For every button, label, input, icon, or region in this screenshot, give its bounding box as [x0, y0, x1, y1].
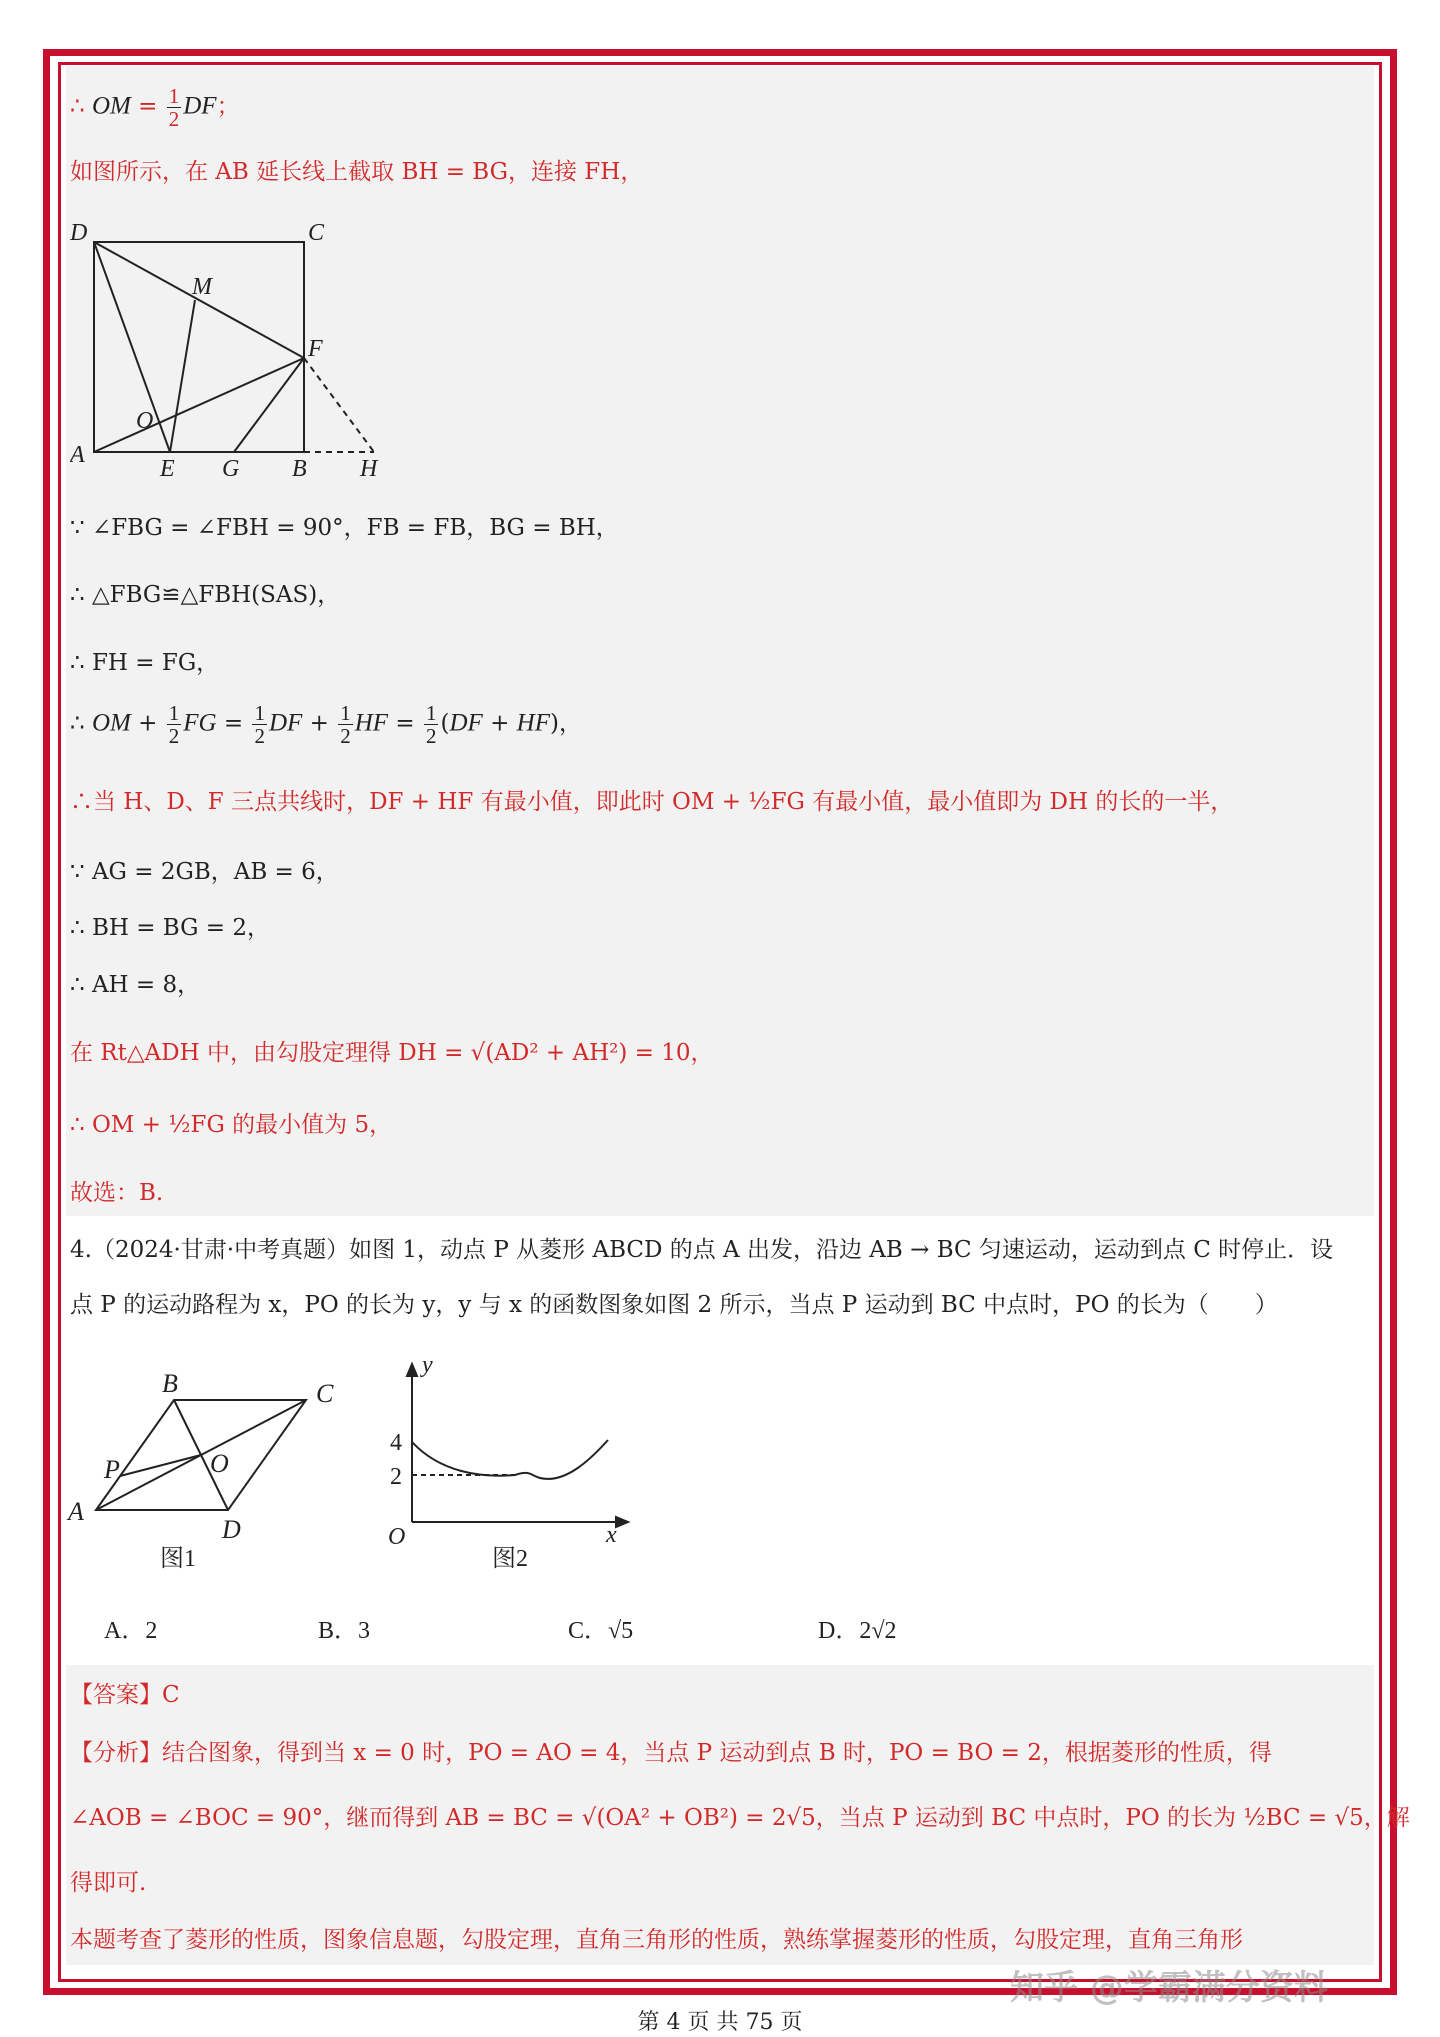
label-G: G — [222, 456, 240, 478]
label-D: D — [70, 220, 88, 246]
solution-line-2: 如图所示，在 AB 延长线上截取 BH = BG，连接 FH， — [70, 159, 644, 185]
answer-line — [70, 1680, 180, 1710]
answer-value: C — [162, 1682, 180, 1708]
analysis-line-4: 本题考查了菱形的性质，图象信息题，勾股定理，直角三角形的性质，熟练掌握菱形的性质，勾股定理，直角三角形 — [70, 1927, 1243, 1953]
rhombus-label-O: O — [210, 1449, 229, 1478]
rhombus-figure — [66, 1360, 356, 1580]
rhombus-label-B: B — [162, 1369, 178, 1398]
label-A: A — [70, 442, 85, 468]
graph-label-y: y — [422, 1352, 433, 1378]
analysis-label: 【分析】 — [70, 1740, 162, 1766]
question4-line-1: 4.（2024·甘肃·中考真题）如图 1，动点 P 从菱形 ABCD 的点 A 出发，沿边 AB → BC 匀速运动，运动到点 C 时停止．设 — [70, 1237, 1334, 1263]
solution-line-3: ∵ ∠FBG = ∠FBH = 90°，FB = FB，BG = BH， — [70, 515, 619, 541]
figure2-caption: 图2 — [492, 1546, 528, 1572]
label-E: E — [160, 456, 175, 478]
graph-label-x: x — [606, 1522, 617, 1548]
solution-line-4: ∴ △FBG≌△FBH(SAS)， — [70, 582, 341, 608]
watermark: 知乎 @学霸满分资料 — [1010, 1968, 1328, 2008]
solution-line-8: ∵ AG = 2GB，AB = 6， — [70, 859, 339, 885]
page-footer: 第 4 页 共 75 页 — [637, 2010, 803, 2035]
label-H: H — [360, 456, 378, 478]
solution-line-9: ∴ BH = BG = 2， — [70, 915, 271, 941]
label-F: F — [308, 336, 323, 362]
solution-line-11: 在 Rt△ADH 中，由勾股定理得 DH = √(AD² + AH²) = 10， — [70, 1040, 714, 1066]
solution-line-12: ∴ OM + ½FG 的最小值为 5， — [70, 1112, 393, 1138]
graph-tick-4: 4 — [390, 1430, 402, 1456]
rhombus-label-P: P — [104, 1455, 120, 1484]
label-O: O — [136, 408, 154, 434]
option-C[interactable]: C．√5 — [568, 1618, 634, 1644]
solution-line-5: ∴ FH = FG， — [70, 650, 220, 676]
figure1-caption: 图1 — [160, 1546, 196, 1572]
rhombus-label-D: D — [222, 1515, 241, 1544]
option-A[interactable]: A．2 — [104, 1618, 158, 1644]
question4-line-2: 点 P 的运动路程为 x，PO 的长为 y，y 与 x 的函数图象如图 2 所示，当点 P 运动到 BC 中点时，PO 的长为（ ） — [70, 1292, 1278, 1318]
option-D[interactable]: D．2√2 — [818, 1618, 897, 1644]
answer-label: 【答案】 — [70, 1682, 162, 1708]
label-M: M — [192, 274, 212, 300]
analysis-line-1: 【分析】结合图象，得到当 x = 0 时，PO = AO = 4，当点 P 运动到点 B 时，PO = BO = 2，根据菱形的性质，得 — [70, 1740, 1272, 1766]
analysis-line-3: 得即可. — [70, 1870, 147, 1896]
geometry-figure-square — [70, 218, 390, 478]
solution-line-7: ∴当 H、D、F 三点共线时，DF + HF 有最小值，即此时 OM + ½FG 有最小值，最小值即为 DH 的长的一半， — [70, 789, 1234, 815]
analysis-line-2: ∠AOB = ∠BOC = 90°，继而得到 AB = BC = √(OA² + OB²) = 2√5，当点 P 运动到 BC 中点时，PO 的长为 ½BC = √5，解 — [70, 1805, 1410, 1831]
rhombus-label-C: C — [316, 1379, 334, 1408]
option-B[interactable]: B．3 — [318, 1618, 371, 1644]
graph-label-O: O — [388, 1524, 406, 1550]
solution-line-13: 故选：B. — [70, 1180, 164, 1206]
graph-tick-2: 2 — [390, 1464, 402, 1490]
solution-line-1: ∴ OM = $\frac{1}{2}$ DF； — [70, 84, 240, 131]
solution-line-10: ∴ AH = 8， — [70, 972, 201, 998]
rhombus-label-A: A — [68, 1497, 84, 1526]
label-B: B — [292, 456, 307, 478]
solution-line-6: ∴ OM + $\frac{1}{2}$ FG = $\frac{1}{2}$ DF + $\frac{1}{2}$ HF = $\frac{1}{2}$ (DF + HF)， — [70, 701, 582, 748]
label-C: C — [308, 220, 325, 246]
function-graph — [380, 1350, 640, 1550]
